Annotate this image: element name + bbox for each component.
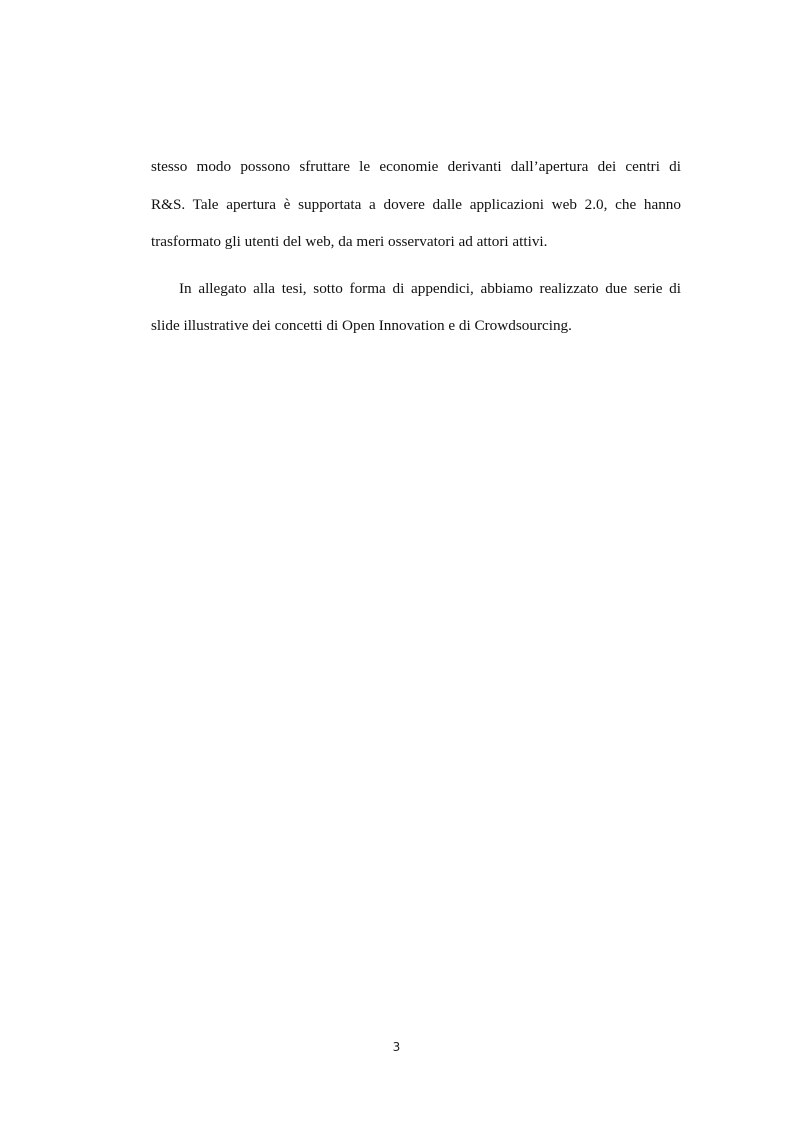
paragraph-1-line-2: R&S. Tale apertura è supportata a dovere dalle applicazioni web 2.0, che hanno <box>151 195 681 213</box>
paragraph-2-line-1: In allegato alla tesi, sotto forma di appendici, abbiamo realizzato due serie di <box>179 279 681 297</box>
body-text <box>151 148 681 345</box>
paragraph-1-line-3: trasformato gli utenti del web, da meri osservatori ad attori attivi. <box>151 233 548 250</box>
paragraph-2 <box>151 270 681 345</box>
paragraph-1-line-1: stesso modo possono sfruttare le economie derivanti dall’apertura dei centri di <box>151 158 681 175</box>
paragraph-1 <box>151 148 681 261</box>
page-number: 3 <box>392 1040 401 1054</box>
paragraph-2-line-2: slide illustrative dei concetti di Open Innovation e di Crowdsourcing. <box>151 317 572 334</box>
